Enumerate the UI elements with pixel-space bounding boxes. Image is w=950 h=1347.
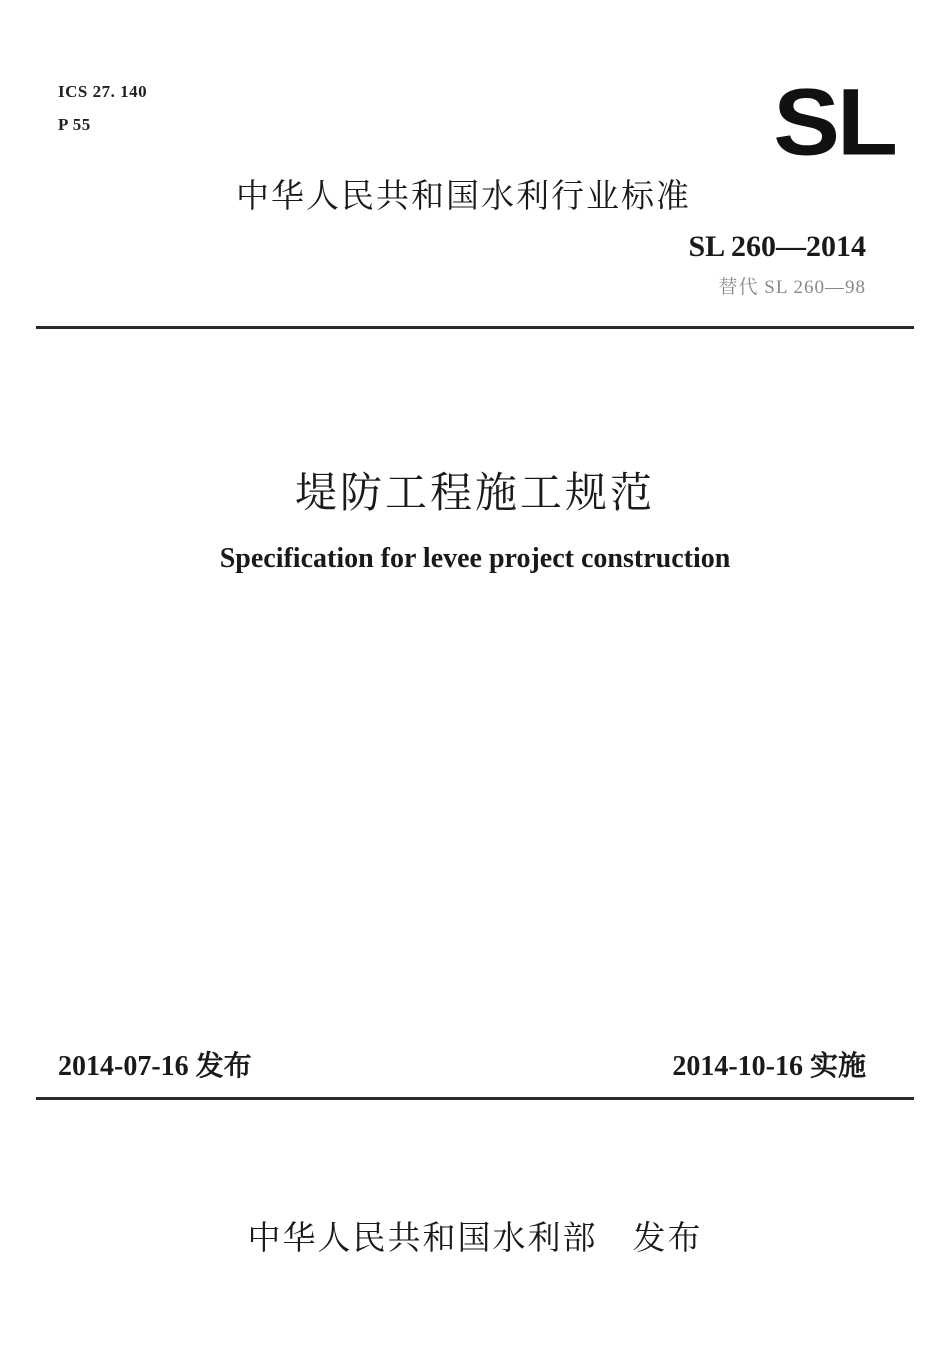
document-title-chinese: 堤防工程施工规范 <box>294 468 655 517</box>
issue-date: 2014-07-16 发布 <box>58 1051 252 1082</box>
publisher: 中华人民共和国水利部 发布 <box>247 1218 703 1257</box>
bottom-divider <box>36 1097 914 1100</box>
top-divider <box>36 326 914 329</box>
standard-category: 中华人民共和国水利行业标准 <box>236 176 691 215</box>
standard-code: SL 260—2014 <box>688 230 866 263</box>
document-title-english: Specification for levee project construction <box>219 543 731 574</box>
ics-code: ICS 27. 140 <box>58 82 148 101</box>
sl-logo: SL <box>773 68 895 176</box>
classification-code: P 55 <box>58 115 91 134</box>
implementation-date: 2014-10-16 实施 <box>672 1051 866 1082</box>
replaces-code: 替代 SL 260—98 <box>718 277 866 298</box>
